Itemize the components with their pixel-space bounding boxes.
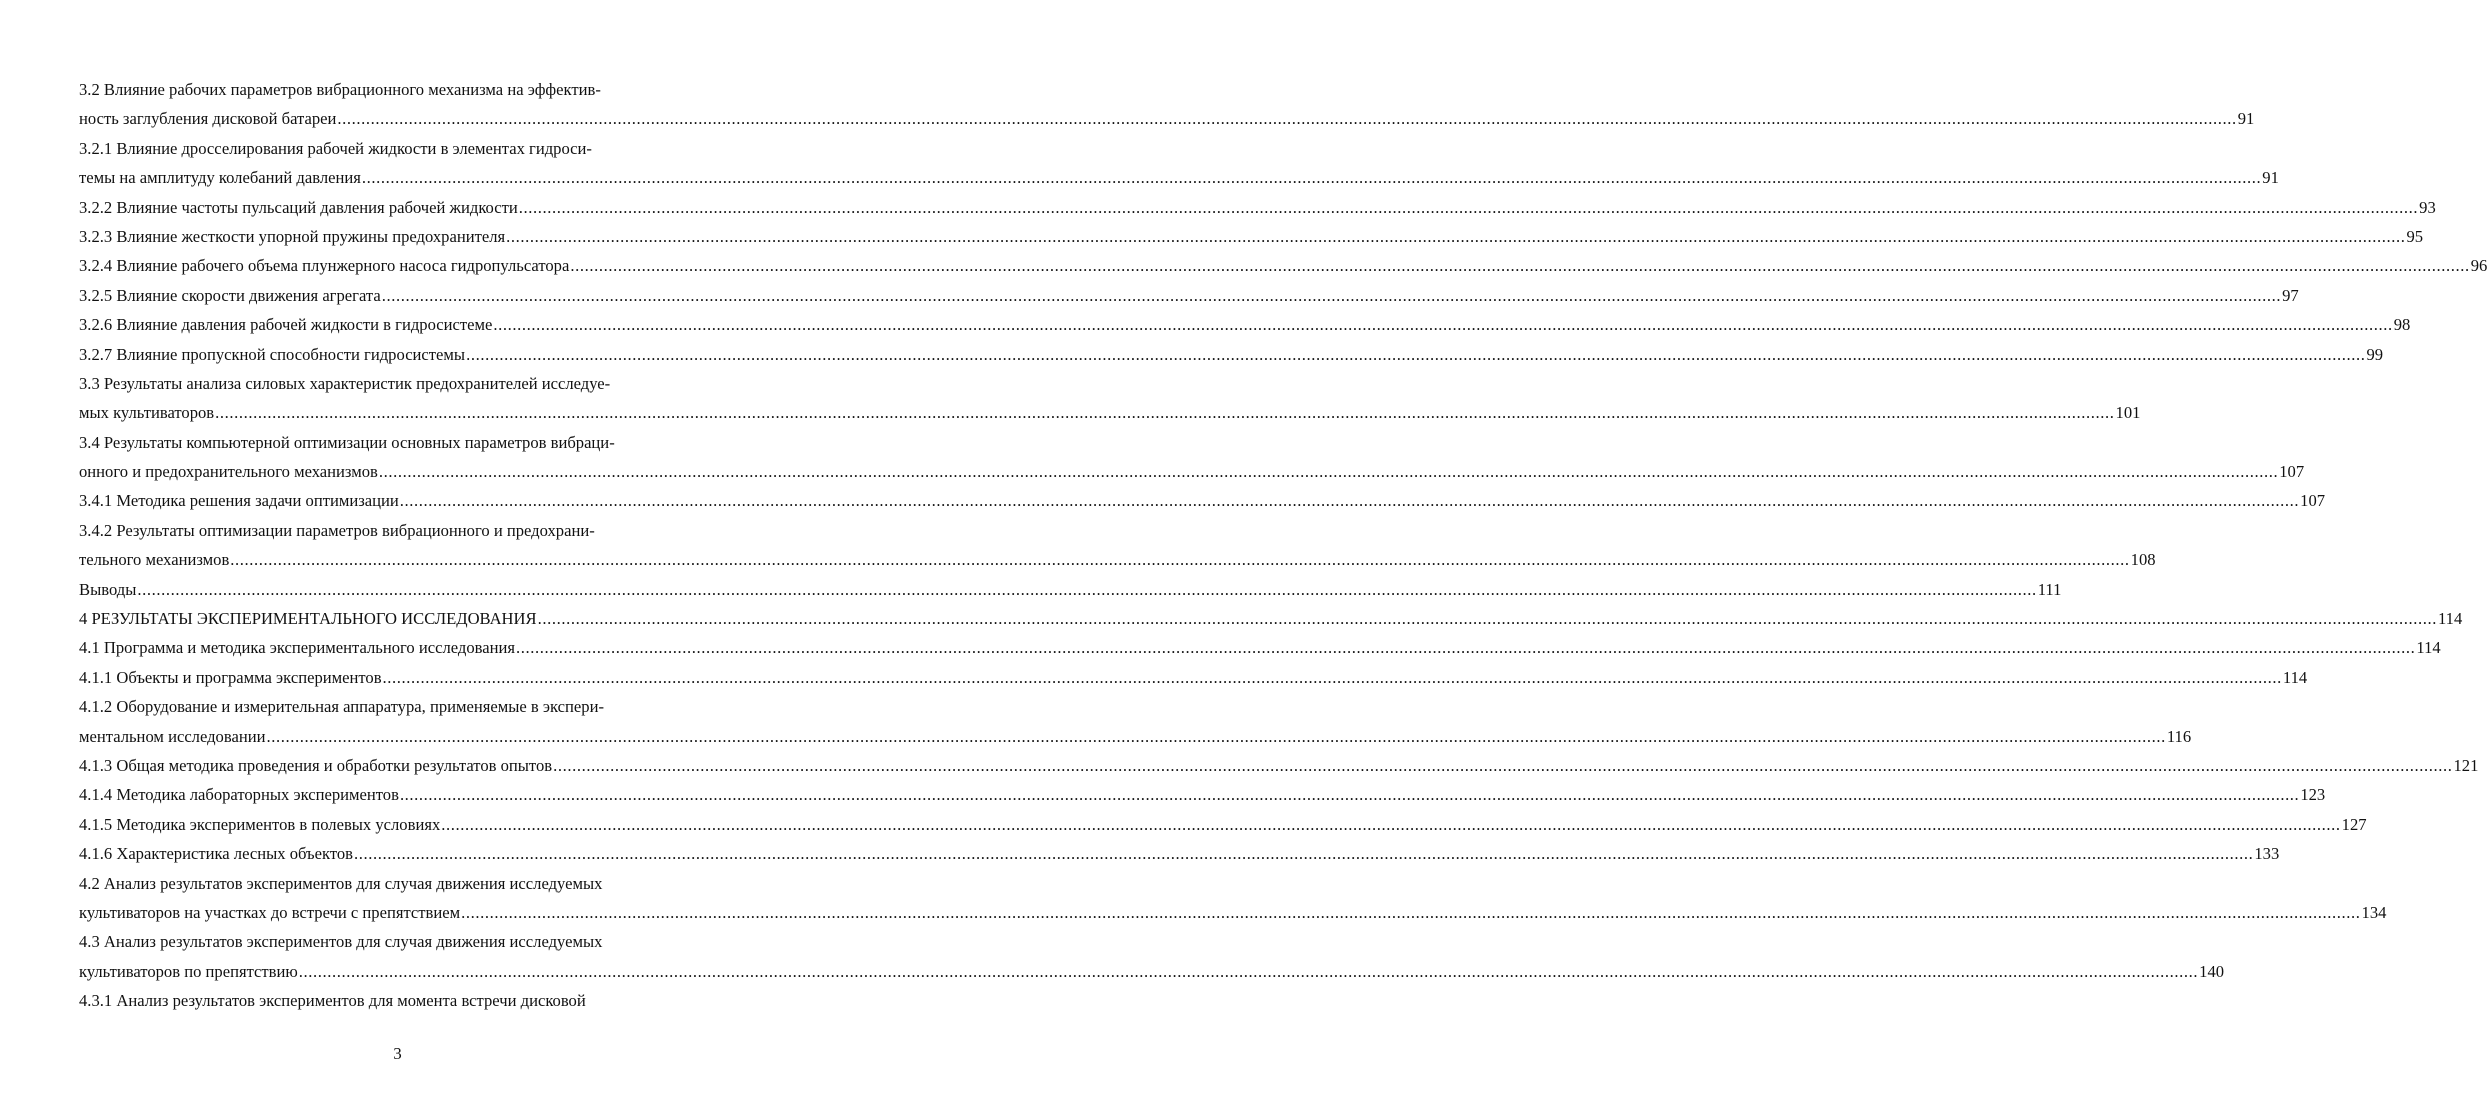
toc-entry-text: 3.2.3 Влияние жесткости упорной пружины предохранителя <box>79 226 506 246</box>
toc-entry-text-line: 4.3 Анализ результатов экспериментов для случая движения исследуемых <box>79 932 603 952</box>
toc-entry-page: 111 <box>2037 579 2062 599</box>
toc-entry-last-line <box>79 663 2308 692</box>
leader-dots: ................................................................................................................................................................................................................................................................................................................................................................................................................ <box>381 285 2282 305</box>
toc-entry-page: 97 <box>2282 285 2299 305</box>
toc-entry-page: 133 <box>2254 844 2280 864</box>
toc-entry-text-line: 4.1.2 Оборудование и измерительная аппаратура, применяемые в экспери- <box>79 697 604 717</box>
toc-entry-text: 3.2.4 Влияние рабочего объема плунжерного насоса гидропульсатора <box>79 256 570 276</box>
toc-entry-text-line: 3.4.2 Результаты оптимизации параметров вибрационного и предохрани- <box>79 520 595 540</box>
leader-dots: ................................................................................................................................................................................................................................................................................................................................................................................................................ <box>537 609 2437 629</box>
toc-entry-last-line <box>79 780 2326 809</box>
toc-entry-page: 121 <box>2453 755 2479 775</box>
leader-dots: ................................................................................................................................................................................................................................................................................................................................................................................................................ <box>399 785 2300 805</box>
toc-entry-last-line <box>79 545 2156 574</box>
leader-dots: ................................................................................................................................................................................................................................................................................................................................................................................................................ <box>266 726 2166 746</box>
toc-entry-page: 134 <box>2361 902 2387 922</box>
page-number: 3 <box>393 1044 402 1063</box>
leader-dots: ................................................................................................................................................................................................................................................................................................................................................................................................................ <box>461 902 2361 922</box>
toc-entry <box>79 986 769 1015</box>
toc-entry-text-line: 3.4 Результаты компьютерной оптимизации основных параметров вибраци- <box>79 432 615 452</box>
leader-dots: ................................................................................................................................................................................................................................................................................................................................................................................................................ <box>466 344 2366 364</box>
toc-entry-text: онного и предохранительного механизмов <box>79 462 378 482</box>
toc-entry-last-line <box>79 222 2424 251</box>
leader-dots: ................................................................................................................................................................................................................................................................................................................................................................................................................ <box>137 579 2037 599</box>
toc-entry-last-line <box>79 633 2441 662</box>
toc-entry-text: мых культиваторов <box>79 403 215 423</box>
toc-entry-last-line <box>79 104 2255 133</box>
toc-entry-page: 107 <box>2279 462 2305 482</box>
table-of-contents <box>79 75 2487 1016</box>
toc-entry-text: тельного механизмов <box>79 550 230 570</box>
toc-entry-text-line: 3.3 Результаты анализа силовых характеристик предохранителей исследуе- <box>79 373 611 393</box>
toc-entry-text: культиваторов по препятствию <box>79 961 298 981</box>
leader-dots: ................................................................................................................................................................................................................................................................................................................................................................................................................ <box>399 491 2300 511</box>
toc-entry-text: 3.2.6 Влияние давления рабочей жидкости в гидросистеме <box>79 315 493 335</box>
toc-entry <box>79 486 2326 515</box>
leader-dots: ................................................................................................................................................................................................................................................................................................................................................................................................................ <box>518 197 2419 217</box>
toc-entry-page: 91 <box>2262 168 2279 188</box>
toc-entry <box>79 604 2463 633</box>
toc-entry-text: 4.1.6 Характеристика лесных объектов <box>79 844 353 864</box>
toc-entry-page: 98 <box>2393 315 2411 335</box>
leader-dots: ................................................................................................................................................................................................................................................................................................................................................................................................................ <box>516 638 2416 658</box>
toc-entry <box>79 633 2441 662</box>
toc-entry-page: 127 <box>2341 814 2367 834</box>
toc-entry-page: 114 <box>2282 667 2308 687</box>
toc-entry <box>79 516 2156 575</box>
toc-entry-last-line <box>79 457 2305 486</box>
leader-dots: ................................................................................................................................................................................................................................................................................................................................................................................................................ <box>570 256 2470 276</box>
toc-entry <box>79 75 2255 134</box>
toc-entry-last-line <box>79 163 2279 192</box>
toc-entry-page: 114 <box>2416 638 2441 658</box>
leader-dots: ................................................................................................................................................................................................................................................................................................................................................................................................................ <box>441 814 2341 834</box>
toc-entry-last-line <box>79 340 2384 369</box>
toc-entry <box>79 310 2411 339</box>
toc-entry-page: 108 <box>2130 550 2156 570</box>
leader-dots: ................................................................................................................................................................................................................................................................................................................................................................................................................ <box>378 462 2279 482</box>
toc-entry-last-line <box>79 486 2326 515</box>
toc-entry <box>79 428 2305 487</box>
toc-entry-last-line <box>79 193 2436 222</box>
toc-entry-last-line <box>79 575 2062 604</box>
leader-dots: ................................................................................................................................................................................................................................................................................................................................................................................................................ <box>230 550 2130 570</box>
leader-dots: ................................................................................................................................................................................................................................................................................................................................................................................................................ <box>361 168 2262 188</box>
toc-entry-last-line <box>79 281 2299 310</box>
toc-entry-text: 3.2.7 Влияние пропускной способности гидросистемы <box>79 344 466 364</box>
toc-entry <box>79 340 2384 369</box>
toc-entry-text: 4.1.1 Объекты и программа экспериментов <box>79 667 382 687</box>
toc-entry-text: Выводы <box>79 579 137 599</box>
toc-entry-text: 4 РЕЗУЛЬТАТЫ ЭКСПЕРИМЕНТАЛЬНОГО ИССЛЕДОВАНИЯ <box>79 609 537 629</box>
leader-dots: ................................................................................................................................................................................................................................................................................................................................................................................................................ <box>553 755 2453 775</box>
toc-entry-page: 96 <box>2470 256 2487 276</box>
toc-entry-text: 4.1.4 Методика лабораторных экспериментов <box>79 785 399 805</box>
toc-entry-page: 123 <box>2300 785 2326 805</box>
toc-entry <box>79 751 2479 780</box>
toc-entry-text: ность заглубления дисковой батареи <box>79 109 337 129</box>
toc-entry-last-line <box>79 251 2487 280</box>
toc-entry <box>79 692 2192 751</box>
toc-entry-page: 93 <box>2419 197 2436 217</box>
toc-entry-page: 91 <box>2237 109 2255 129</box>
toc-entry-text: культиваторов на участках до встречи с препятствием <box>79 902 461 922</box>
leader-dots: ................................................................................................................................................................................................................................................................................................................................................................................................................ <box>353 844 2254 864</box>
toc-entry-text: 4.1.3 Общая методика проведения и обработки результатов опытов <box>79 755 553 775</box>
toc-entry-last-line <box>79 751 2479 780</box>
toc-entry-last-line <box>79 398 2141 427</box>
toc-entry-text-line: 4.2 Анализ результатов экспериментов для случая движения исследуемых <box>79 873 603 893</box>
toc-entry <box>79 134 2279 193</box>
toc-entry <box>79 663 2308 692</box>
leader-dots: ................................................................................................................................................................................................................................................................................................................................................................................................................ <box>298 961 2199 981</box>
toc-entry-page: 114 <box>2437 609 2463 629</box>
toc-entry-page: 107 <box>2300 491 2326 511</box>
toc-entry-text: 4.1.5 Методика экспериментов в полевых условиях <box>79 814 441 834</box>
toc-entry-text: 3.2.2 Влияние частоты пульсаций давления рабочей жидкости <box>79 197 518 217</box>
leader-dots: ................................................................................................................................................................................................................................................................................................................................................................................................................ <box>215 403 2115 423</box>
leader-dots: ................................................................................................................................................................................................................................................................................................................................................................................................................ <box>506 226 2406 246</box>
toc-entry <box>79 810 2367 839</box>
toc-entry <box>79 281 2299 310</box>
toc-entry <box>79 222 2424 251</box>
leader-dots: ................................................................................................................................................................................................................................................................................................................................................................................................................ <box>493 315 2393 335</box>
toc-entry-text: 3.2.5 Влияние скорости движения агрегата <box>79 285 381 305</box>
toc-entry <box>79 369 2141 428</box>
toc-entry <box>79 927 2225 986</box>
toc-entry <box>79 839 2280 868</box>
toc-entry-text-line: 3.2.1 Влияние дросселирования рабочей жидкости в элементах гидроси- <box>79 138 592 158</box>
toc-entry-page: 95 <box>2406 226 2424 246</box>
toc-entry-last-line <box>79 604 2463 633</box>
toc-entry-last-line <box>79 839 2280 868</box>
toc-entry-text: ментальном исследовании <box>79 726 266 746</box>
toc-entry-last-line <box>79 957 2225 986</box>
toc-entry-text: 4.1 Программа и методика экспериментального исследования <box>79 638 516 658</box>
toc-entry <box>79 575 2062 604</box>
toc-entry-last-line <box>79 310 2411 339</box>
toc-entry-page: 99 <box>2366 344 2384 364</box>
toc-entry <box>79 780 2326 809</box>
toc-entry-text: 3.4.1 Методика решения задачи оптимизации <box>79 491 399 511</box>
toc-entry-text: темы на амплитуду колебаний давления <box>79 168 361 188</box>
toc-entry-page: 140 <box>2199 961 2225 981</box>
toc-entry <box>79 869 2387 928</box>
toc-entry-page: 101 <box>2115 403 2141 423</box>
toc-entry <box>79 251 2487 280</box>
toc-entry-last-line <box>79 722 2192 751</box>
toc-entry-last-line <box>79 898 2387 927</box>
toc-entry-text-line: 3.2 Влияние рабочих параметров вибрационного механизма на эффектив- <box>79 80 601 99</box>
toc-entry <box>79 193 2436 222</box>
toc-entry-text-line: 4.3.1 Анализ результатов экспериментов для момента встречи дисковой <box>79 991 586 1011</box>
leader-dots: ................................................................................................................................................................................................................................................................................................................................................................................................................ <box>382 667 2282 687</box>
leader-dots: ................................................................................................................................................................................................................................................................................................................................................................................................................ <box>337 109 2237 129</box>
toc-entry-page: 116 <box>2166 726 2192 746</box>
toc-entry-last-line <box>79 810 2367 839</box>
